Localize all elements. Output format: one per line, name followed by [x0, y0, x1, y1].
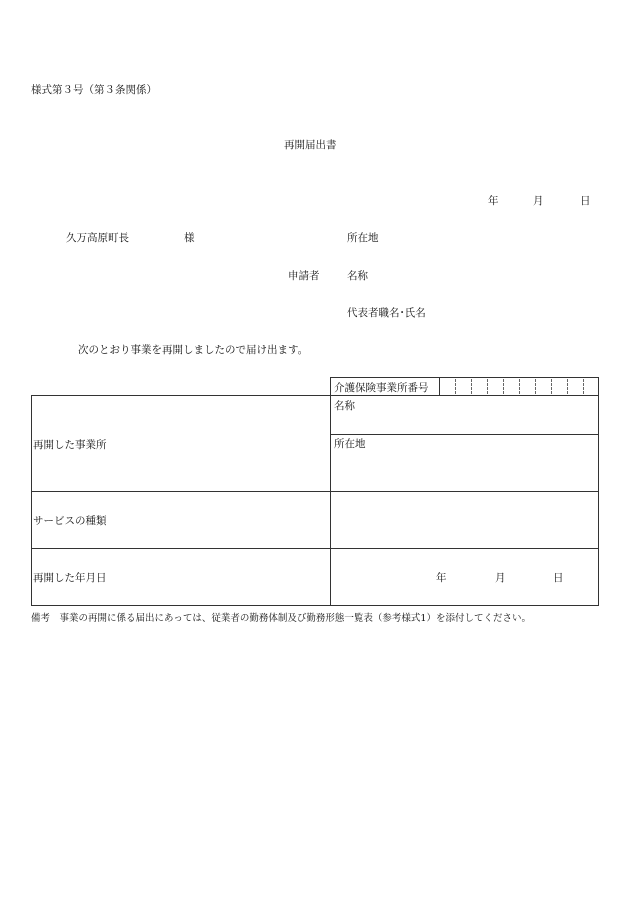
statement-text: 次のとおり事業を再開しましたので届け出ます。	[78, 344, 309, 356]
office-number-label: 介護保険事業所番号	[334, 382, 429, 394]
service-row-label: サービスの種類	[33, 515, 107, 527]
applicant-role-label: 申請者	[288, 270, 320, 282]
reopen-month-label: 月	[495, 572, 506, 584]
note-text: 備考 事業の再開に係る届出にあっては、従業者の勤務体制及び勤務形態一覧表（参考様式1）を添付してください。	[31, 613, 531, 624]
addressee-honorific: 様	[184, 232, 195, 244]
date-year-label: 年	[488, 195, 499, 207]
form-number: 様式第３号（第３条関係）	[31, 84, 157, 96]
office-address-label: 所在地	[334, 438, 366, 450]
reopen-day-label: 日	[553, 572, 564, 584]
office-row-label: 再開した事業所	[33, 439, 107, 451]
applicant-name-label: 名称	[347, 270, 368, 282]
date-month-label: 月	[533, 195, 544, 207]
date-day-label: 日	[580, 195, 591, 207]
addressee-name: 久万高原町長	[66, 232, 129, 244]
date-row-label: 再開した年月日	[33, 572, 107, 584]
office-name-label: 名称	[334, 400, 355, 412]
applicant-address-label: 所在地	[347, 232, 379, 244]
applicant-representative-label: 代表者職名･氏名	[347, 307, 426, 319]
reopen-year-label: 年	[436, 572, 447, 584]
document-title: 再開届出書	[284, 139, 337, 151]
